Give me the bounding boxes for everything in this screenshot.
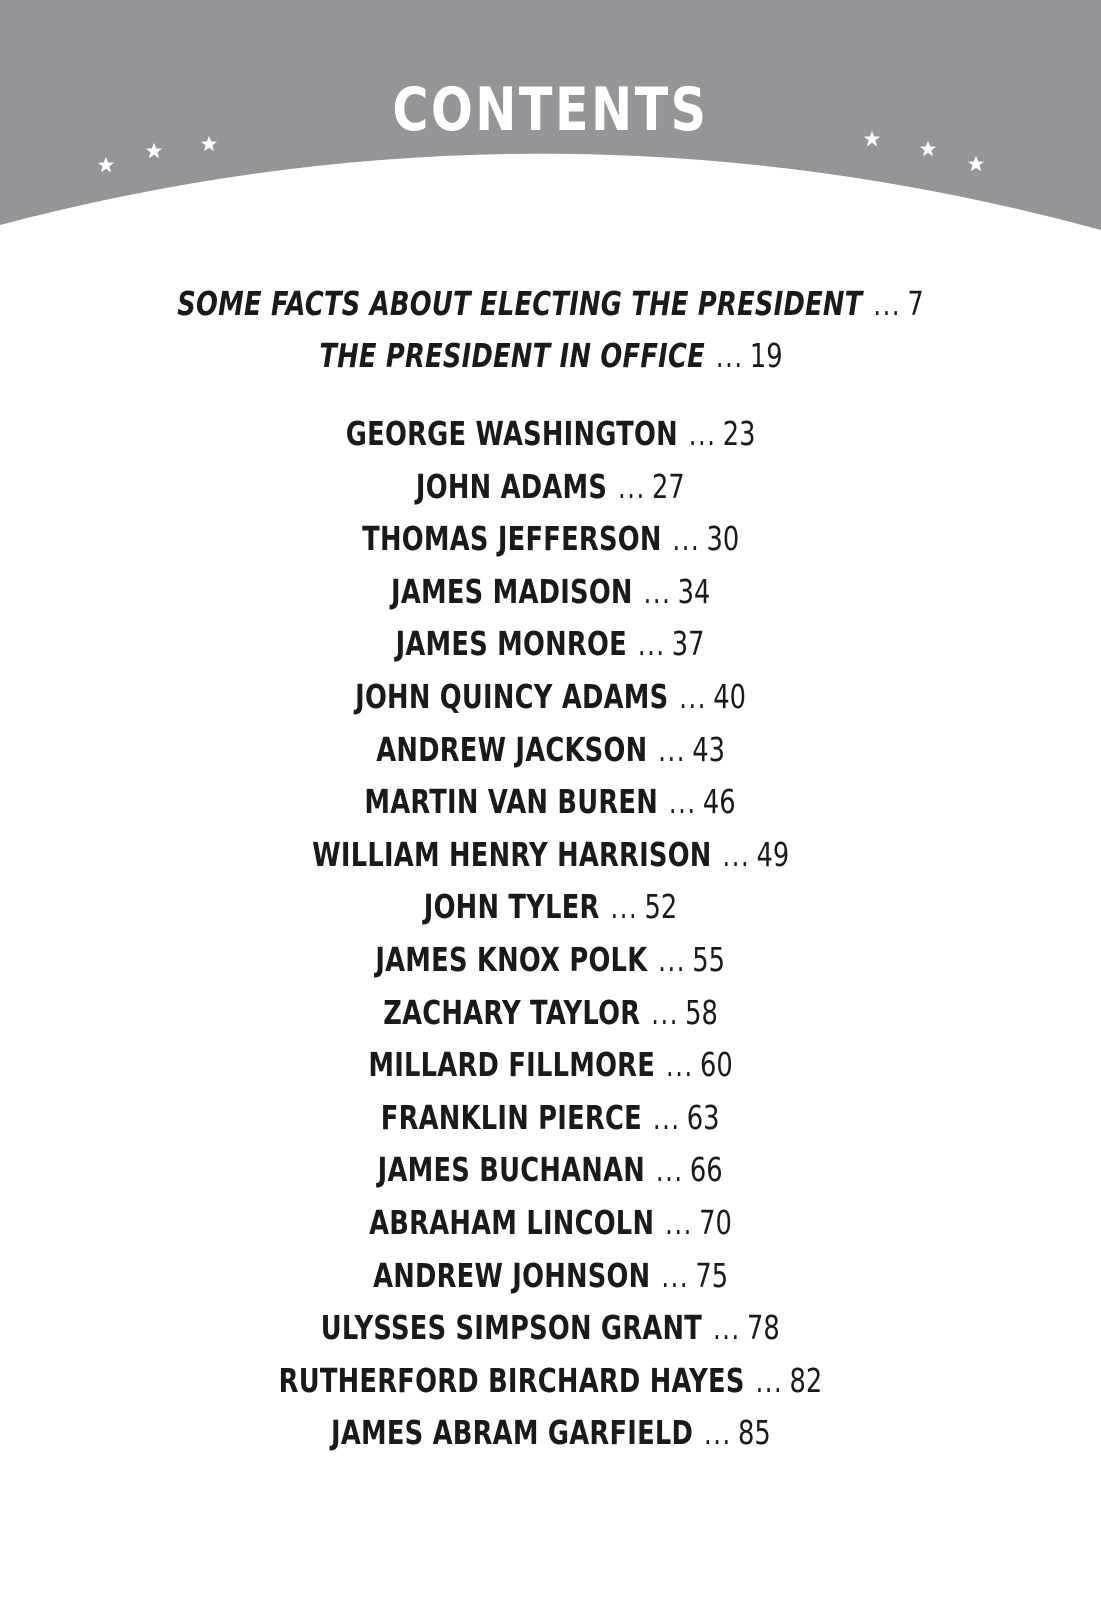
toc-entry-leader: ... xyxy=(873,287,902,323)
toc-entry[interactable] xyxy=(0,728,1101,781)
toc-entry-page: 55 xyxy=(692,939,726,979)
star-icon xyxy=(919,140,937,158)
page-title: CONTENTS xyxy=(392,75,709,145)
toc-entry-leader: ... xyxy=(679,679,707,716)
toc-entry[interactable] xyxy=(0,1306,1101,1359)
toc-entry-title: JAMES BUCHANAN xyxy=(377,1150,646,1190)
toc-entry[interactable] xyxy=(0,622,1101,675)
star-icon xyxy=(967,155,985,173)
toc-entry-title: JAMES MADISON xyxy=(390,571,633,611)
toc-entry-leader: ... xyxy=(618,469,646,506)
toc-entry[interactable] xyxy=(0,517,1101,570)
toc-entry[interactable] xyxy=(0,412,1101,465)
toc-entry[interactable] xyxy=(0,1043,1101,1096)
toc-entry[interactable] xyxy=(0,991,1101,1044)
toc-entry-title: SOME FACTS ABOUT ELECTING THE PRESIDENT xyxy=(177,284,863,323)
toc-entry-title: JAMES ABRAM GARFIELD xyxy=(330,1413,693,1453)
toc-entry-leader: ... xyxy=(638,627,666,664)
toc-entry-title: ABRAHAM LINCOLN xyxy=(369,1202,655,1242)
toc-entry-page: 27 xyxy=(652,466,685,506)
toc-entry-page: 82 xyxy=(789,1360,823,1400)
toc-entry-page: 70 xyxy=(699,1202,732,1242)
toc-entry[interactable] xyxy=(0,780,1101,833)
toc-entry-page: 78 xyxy=(747,1308,781,1348)
star-icon xyxy=(200,135,218,153)
toc-entry-title: THOMAS JEFFERSON xyxy=(361,519,662,559)
toc-entry[interactable] xyxy=(0,570,1101,623)
toc-entry-leader: ... xyxy=(653,1100,681,1137)
toc-entry-page: 52 xyxy=(644,887,678,927)
toc-entry-page: 66 xyxy=(690,1150,724,1190)
toc-entry-page: 7 xyxy=(907,284,924,323)
toc-entry-title: JOHN TYLER xyxy=(423,887,600,927)
toc-entry-leader: ... xyxy=(713,1311,742,1348)
toc-entry-title: ANDREW JACKSON xyxy=(376,729,648,769)
toc-entry[interactable] xyxy=(0,1359,1101,1412)
table-of-contents xyxy=(0,282,1101,1464)
toc-entry-leader: ... xyxy=(661,1258,690,1295)
toc-entry-title: ULYSSES SIMPSON GRANT xyxy=(320,1308,703,1348)
toc-entry-page: 43 xyxy=(692,729,725,769)
toc-entry-leader: ... xyxy=(665,1205,693,1242)
toc-entry-title: THE PRESIDENT IN OFFICE xyxy=(318,336,705,375)
toc-entry[interactable] xyxy=(0,1201,1101,1254)
toc-entry-leader: ... xyxy=(610,890,639,927)
toc-entry-page: 23 xyxy=(722,414,756,453)
toc-entry-page: 85 xyxy=(737,1413,771,1453)
toc-entry[interactable] xyxy=(0,334,1101,386)
toc-entry-leader: ... xyxy=(665,1048,694,1085)
toc-entry-title: GEORGE WASHINGTON xyxy=(345,414,678,453)
toc-entry-page: 58 xyxy=(685,992,718,1032)
toc-entry-title: RUTHERFORD BIRCHARD HAYES xyxy=(278,1360,745,1400)
toc-entry-title: JOHN ADAMS xyxy=(416,466,608,506)
toc-entry-page: 30 xyxy=(706,519,740,559)
toc-entry-leader: ... xyxy=(651,995,679,1032)
toc-entry-leader: ... xyxy=(658,732,686,769)
toc-entry-leader: ... xyxy=(722,837,750,874)
toc-entry-leader: ... xyxy=(755,1363,784,1400)
toc-entry[interactable] xyxy=(0,833,1101,886)
toc-entry[interactable] xyxy=(0,675,1101,728)
toc-entry-page: 46 xyxy=(703,782,737,822)
toc-entry-title: MARTIN VAN BUREN xyxy=(364,782,659,822)
toc-entry[interactable] xyxy=(0,1411,1101,1464)
toc-entry-page: 19 xyxy=(749,336,783,375)
toc-entry-title: JAMES MONROE xyxy=(395,624,628,664)
toc-entry-title: JAMES KNOX POLK xyxy=(375,939,648,979)
toc-entry-title: WILLIAM HENRY HARRISON xyxy=(312,834,712,874)
toc-entry-page: 60 xyxy=(699,1045,733,1085)
toc-entry-page: 40 xyxy=(713,676,746,716)
toc-entry[interactable] xyxy=(0,938,1101,991)
toc-entry-page: 49 xyxy=(756,834,789,874)
toc-entry-page: 75 xyxy=(695,1255,729,1295)
toc-entry[interactable] xyxy=(0,465,1101,518)
star-icon xyxy=(863,130,881,148)
toc-entry-leader: ... xyxy=(643,574,672,611)
toc-entry-title: JOHN QUINCY ADAMS xyxy=(355,676,669,716)
toc-entry[interactable] xyxy=(0,1148,1101,1201)
toc-entry[interactable] xyxy=(0,282,1101,334)
toc-entry-page: 34 xyxy=(677,571,711,611)
toc-entry-leader: ... xyxy=(715,339,744,375)
toc-entry-title: ZACHARY TAYLOR xyxy=(383,992,641,1032)
star-icon xyxy=(97,156,115,174)
toc-entry-leader: ... xyxy=(669,785,698,822)
toc-entry-leader: ... xyxy=(672,522,701,559)
toc-entry-leader: ... xyxy=(688,417,717,453)
toc-entry[interactable] xyxy=(0,1254,1101,1307)
toc-entry-leader: ... xyxy=(658,942,687,979)
toc-entry-title: FRANKLIN PIERCE xyxy=(381,1097,643,1137)
toc-entry[interactable] xyxy=(0,885,1101,938)
toc-entry[interactable] xyxy=(0,1096,1101,1149)
toc-entry-leader: ... xyxy=(656,1153,685,1190)
toc-entry-leader: ... xyxy=(703,1416,732,1453)
toc-entry-title: ANDREW JOHNSON xyxy=(372,1255,651,1295)
toc-entry-title: MILLARD FILLMORE xyxy=(368,1045,656,1085)
toc-entry-page: 37 xyxy=(672,624,705,664)
toc-entry-page: 63 xyxy=(687,1097,720,1137)
star-icon xyxy=(145,142,163,160)
section-spacer xyxy=(0,386,1101,412)
